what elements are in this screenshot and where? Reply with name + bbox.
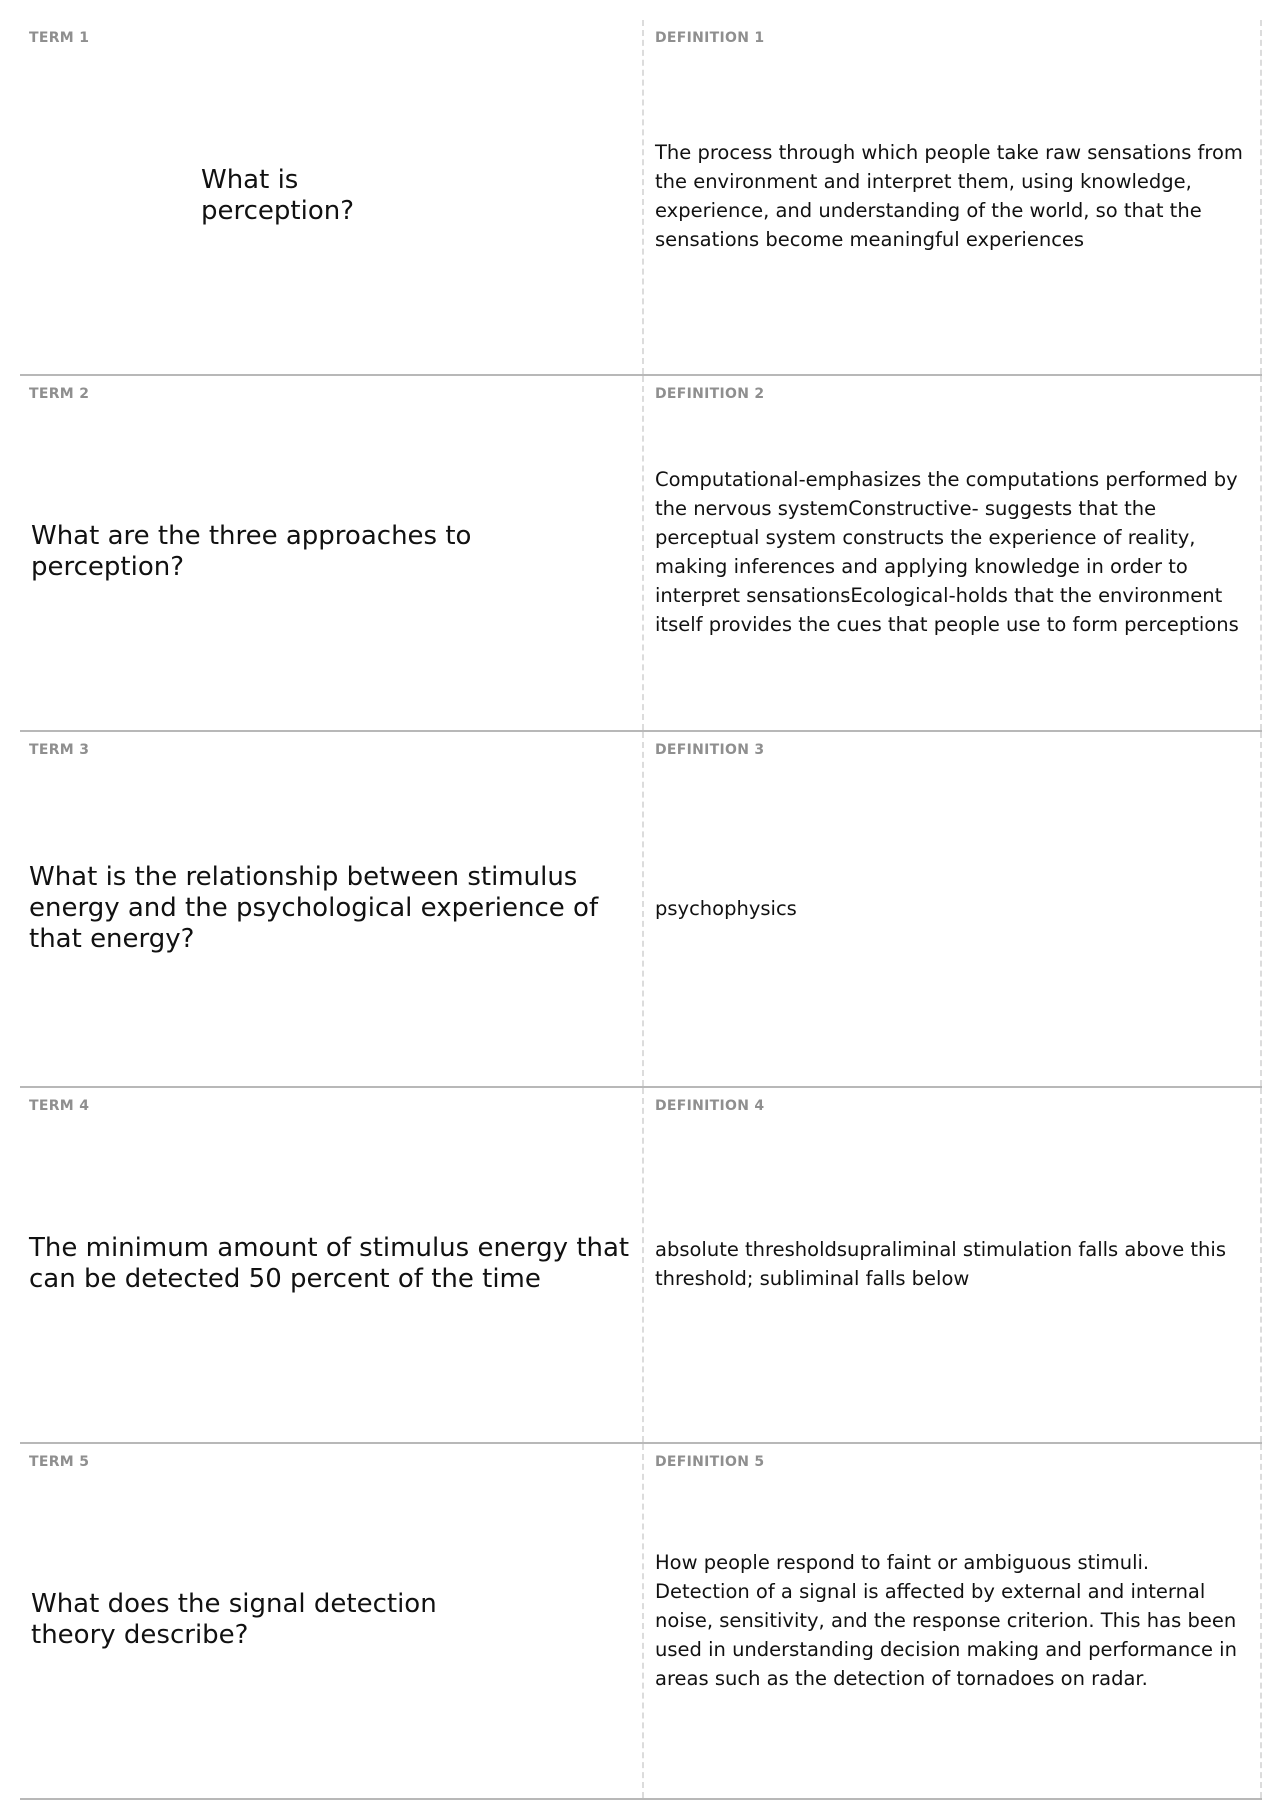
- term-label: TERM 5: [29, 1454, 90, 1470]
- term-label: TERM 4: [29, 1098, 90, 1114]
- definition-label: DEFINITION 4: [655, 1098, 765, 1114]
- definition-text: psychophysics: [655, 896, 797, 920]
- term-cell: [20, 1444, 642, 1798]
- flashcard-row-2: [20, 376, 1262, 732]
- definition-cell: [642, 1444, 1262, 1798]
- definition-content: [644, 1484, 1260, 1798]
- definition-content: [644, 772, 1260, 1086]
- definition-cell: [642, 20, 1262, 374]
- term-content: [20, 416, 642, 730]
- definition-content: [644, 1128, 1260, 1442]
- term-cell: [20, 376, 642, 730]
- definition-text: Computational-emphasizes the computations performed by the nervous systemConstructive- suggests that the perceptual system constructs the experience of reality, making inferences and applying knowledge in order to interpret sensationsEcological-holds that the environment itself provides the cues that people use to form perceptions: [655, 468, 1239, 636]
- definition-label: DEFINITION 3: [655, 742, 765, 758]
- term-content: [20, 1484, 642, 1798]
- term-cell: [20, 1088, 642, 1442]
- flashcard-row-5: [20, 1444, 1262, 1800]
- definition-content: [644, 416, 1260, 730]
- definition-label: DEFINITION 2: [655, 386, 765, 402]
- term-text: What does the signal detection theory describe?: [31, 1589, 437, 1650]
- term-content: [20, 60, 642, 374]
- definition-text: How people respond to faint or ambiguous stimuli. Detection of a signal is affected by external and internal noise, sensitivity, and the response criterion. This has been used in understanding decision making and performance in areas such as the detection of tornadoes on radar.: [655, 1550, 1237, 1690]
- flashcard-row-1: [20, 20, 1262, 376]
- term-label: TERM 3: [29, 742, 90, 758]
- definition-label: DEFINITION 5: [655, 1454, 765, 1470]
- definition-cell: [642, 732, 1262, 1086]
- definition-label: DEFINITION 1: [655, 30, 765, 46]
- term-cell: [20, 20, 642, 374]
- definition-text: absolute thresholdsupraliminal stimulation falls above this threshold; subliminal falls below: [655, 1238, 1226, 1290]
- term-text: What are the three approaches to perception?: [31, 521, 472, 582]
- term-cell: [20, 732, 642, 1086]
- term-content: [20, 772, 642, 1086]
- term-label: TERM 1: [29, 30, 90, 46]
- term-text: What is the relationship between stimulus energy and the psychological experience of that energy?: [29, 861, 599, 954]
- term-label: TERM 2: [29, 386, 90, 402]
- definition-cell: [642, 1088, 1262, 1442]
- term-text: The minimum amount of stimulus energy that can be detected 50 percent of the time: [29, 1233, 630, 1294]
- flashcard-sheet: [20, 20, 1262, 1800]
- definition-text: The process through which people take raw sensations from the environment and interpret them, using knowledge, experience, and understanding of the world, so that the sensations become meaningful experiences: [655, 141, 1243, 251]
- term-text: What is perception?: [201, 165, 355, 226]
- flashcard-row-3: [20, 732, 1262, 1088]
- definition-content: [644, 60, 1260, 374]
- term-content: [20, 1128, 642, 1442]
- flashcard-row-4: [20, 1088, 1262, 1444]
- definition-cell: [642, 376, 1262, 730]
